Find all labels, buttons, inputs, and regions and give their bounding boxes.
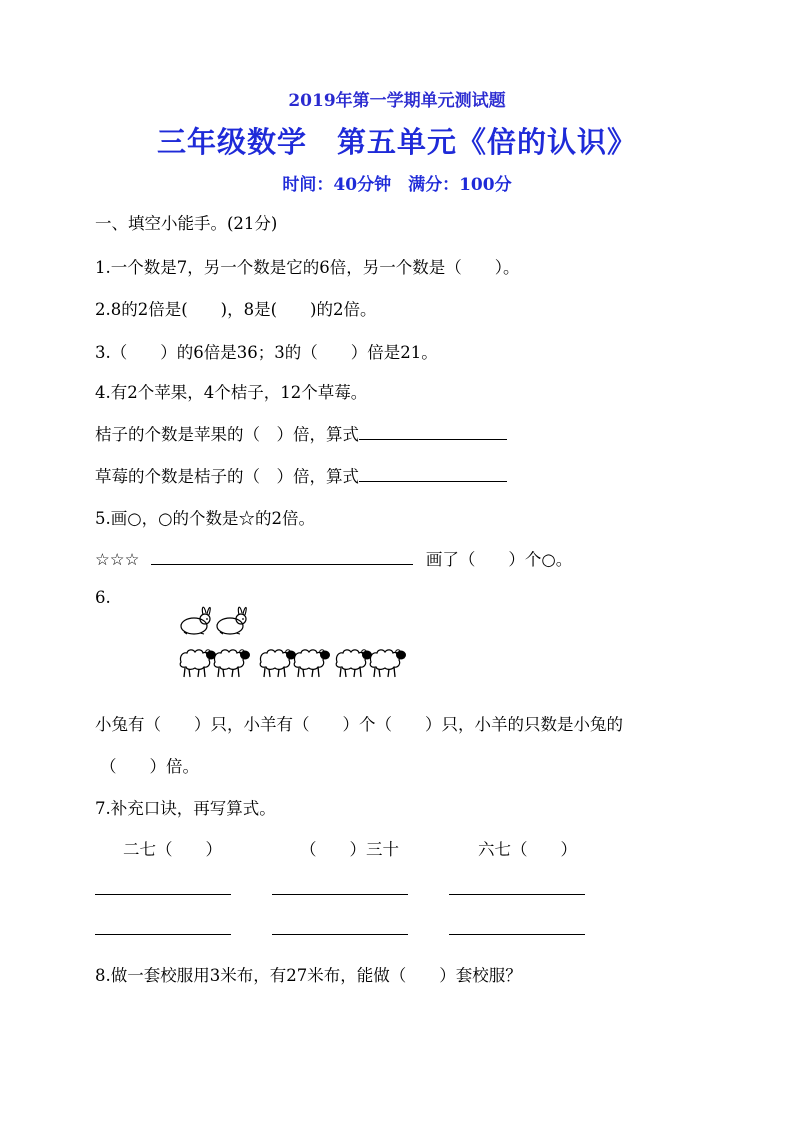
question-4-line-2-text: 草莓的个数是桔子的（ ）倍，算式 bbox=[95, 467, 359, 486]
rabbit-icon bbox=[217, 607, 246, 634]
question-5-stem: 5.画○，○的个数是☆的2倍。 bbox=[95, 509, 316, 528]
answer-line[interactable] bbox=[95, 894, 231, 895]
rhyme-item-3: 六七（ ） bbox=[478, 840, 577, 859]
sheep-icon bbox=[260, 650, 296, 677]
question-3: 3.（ ）的6倍是36；3的（ ）倍是21。 bbox=[95, 343, 438, 362]
question-7-stem: 7.补充口诀，再写算式。 bbox=[95, 799, 276, 818]
answer-line[interactable] bbox=[95, 934, 231, 935]
section-heading: 一、填空小能手。(21分) bbox=[95, 214, 278, 233]
answer-blank[interactable] bbox=[359, 467, 507, 482]
sheep-icon bbox=[336, 650, 372, 677]
sheep-icon bbox=[180, 650, 216, 677]
animals-picture bbox=[178, 604, 408, 680]
sheep-icon bbox=[214, 650, 250, 677]
answer-line[interactable] bbox=[272, 894, 408, 895]
exam-title: 三年级数学 第五单元《倍的认识》 bbox=[156, 125, 637, 159]
rhyme-item-2: （ ）三十 bbox=[300, 840, 399, 859]
sheep-icon bbox=[294, 650, 330, 677]
question-5-tail: 画了（ ）个○。 bbox=[425, 550, 573, 569]
exam-time-info: 时间：40分钟 满分：100分 bbox=[282, 175, 512, 195]
question-8: 8.做一套校服用3米布，有27米布，能做（ ）套校服？ bbox=[95, 966, 522, 985]
exam-subtitle: 2019年第一学期单元测试题 bbox=[288, 91, 506, 111]
sheep-icon bbox=[370, 650, 406, 677]
question-6-line-2: （ ）倍。 bbox=[100, 757, 199, 776]
drawing-blank[interactable] bbox=[151, 550, 413, 565]
answer-blank[interactable] bbox=[359, 425, 507, 440]
question-4-line-1-text: 桔子的个数是苹果的（ ）倍，算式 bbox=[95, 425, 359, 444]
question-1: 1.一个数是7，另一个数是它的6倍，另一个数是（ ）。 bbox=[95, 258, 520, 277]
question-2: 2.8的2倍是( )，8是( )的2倍。 bbox=[95, 300, 377, 319]
answer-line[interactable] bbox=[449, 934, 585, 935]
question-4-line-2 bbox=[95, 463, 507, 487]
question-4-stem: 4.有2个苹果，4个桔子，12个草莓。 bbox=[95, 383, 368, 402]
stars-row: ☆☆☆ bbox=[95, 550, 140, 569]
question-6-number: 6. bbox=[95, 588, 111, 607]
rabbit-icon bbox=[181, 607, 210, 634]
rhyme-item-1: 二七（ ） bbox=[123, 840, 222, 859]
answer-line[interactable] bbox=[272, 934, 408, 935]
question-5-line bbox=[95, 546, 572, 570]
question-4-line-1 bbox=[95, 421, 507, 445]
answer-line[interactable] bbox=[449, 894, 585, 895]
question-6-line-1: 小兔有（ ）只，小羊有（ ）个（ ）只，小羊的只数是小兔的 bbox=[95, 715, 623, 734]
